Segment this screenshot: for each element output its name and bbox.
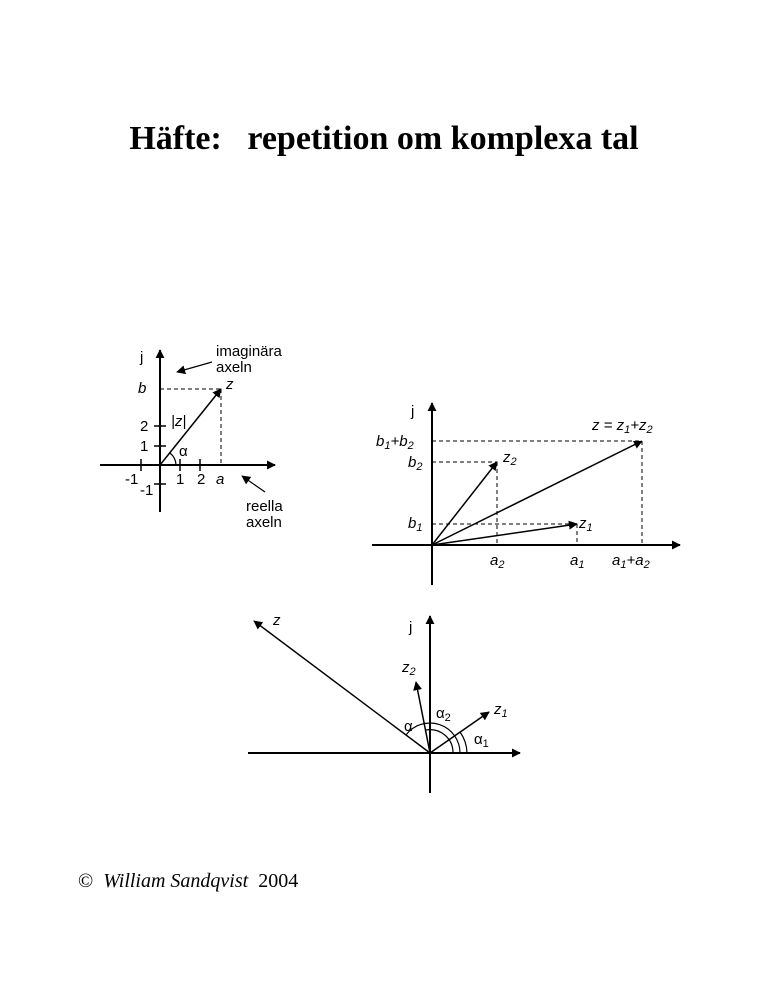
alpha2-label: $\alpha_2$ xyxy=(436,705,451,724)
modulus-label: |z| xyxy=(171,413,187,430)
z2-label: $z_2$ xyxy=(402,659,416,678)
imag-axis-name: j xyxy=(409,619,413,636)
footer-copyright xyxy=(78,870,298,893)
angle-arc xyxy=(170,453,176,465)
document-title: Häfte: repetition om komplexa tal xyxy=(129,120,639,157)
imag-axis-pointer-arrow xyxy=(177,362,212,372)
real-axis-pointer-arrow xyxy=(242,476,265,492)
x-label-a2: $a_2$ xyxy=(490,552,505,571)
diagram-vector-addition xyxy=(372,403,680,585)
x-tick-2: 2 xyxy=(197,471,206,488)
author-name: William Sandqvist xyxy=(103,870,249,892)
imag-axis-label-line2: axeln xyxy=(216,359,252,376)
diagram-angle-addition xyxy=(248,612,520,793)
copyright-symbol: © xyxy=(78,870,94,892)
y-label-b1-plus-b2: $b_1+b_2$ xyxy=(376,433,414,452)
y-label-b2: $b_2$ xyxy=(408,454,423,473)
year: 2004 xyxy=(258,870,299,892)
point-label-z: z xyxy=(226,376,234,393)
y-tick-2: 2 xyxy=(140,418,149,435)
axis-ticks xyxy=(141,426,200,484)
angle-arc-alpha1 xyxy=(460,732,467,753)
imag-axis-name: j xyxy=(140,349,144,366)
real-axis-label-line1: reella xyxy=(246,498,283,515)
vector-z2 xyxy=(416,682,430,753)
y-tick-1: 1 xyxy=(140,438,149,455)
imag-axis-name: j xyxy=(411,403,415,420)
alpha-label: α xyxy=(404,718,413,735)
alpha1-label: $\alpha_1$ xyxy=(474,731,489,750)
x-tick-neg1: -1 xyxy=(125,471,139,488)
x-label-a1: $a_1$ xyxy=(570,552,585,571)
x-tick-1: 1 xyxy=(176,471,185,488)
z2-label: $z_2$ xyxy=(503,449,517,468)
x-label-a: a xyxy=(216,471,225,488)
z1-label: $z_1$ xyxy=(579,515,593,534)
diagram-complex-plane xyxy=(100,343,283,531)
sum-label: $z = z_1+z_2$ xyxy=(592,417,653,436)
x-label-a1-plus-a2: $a_1+a_2$ xyxy=(612,552,650,571)
real-axis-label-line2: axeln xyxy=(246,514,282,531)
y-label-b: b xyxy=(138,380,147,397)
z1-label: $z_1$ xyxy=(494,701,508,720)
y-tick-neg1: -1 xyxy=(140,482,154,499)
z-label: z xyxy=(273,612,281,629)
angle-label-alpha: α xyxy=(179,443,188,460)
y-label-b1: $b_1$ xyxy=(408,515,423,534)
vector-z2 xyxy=(432,462,497,545)
imag-axis-label-line1: imaginära xyxy=(216,343,282,360)
vector-z xyxy=(160,389,221,465)
